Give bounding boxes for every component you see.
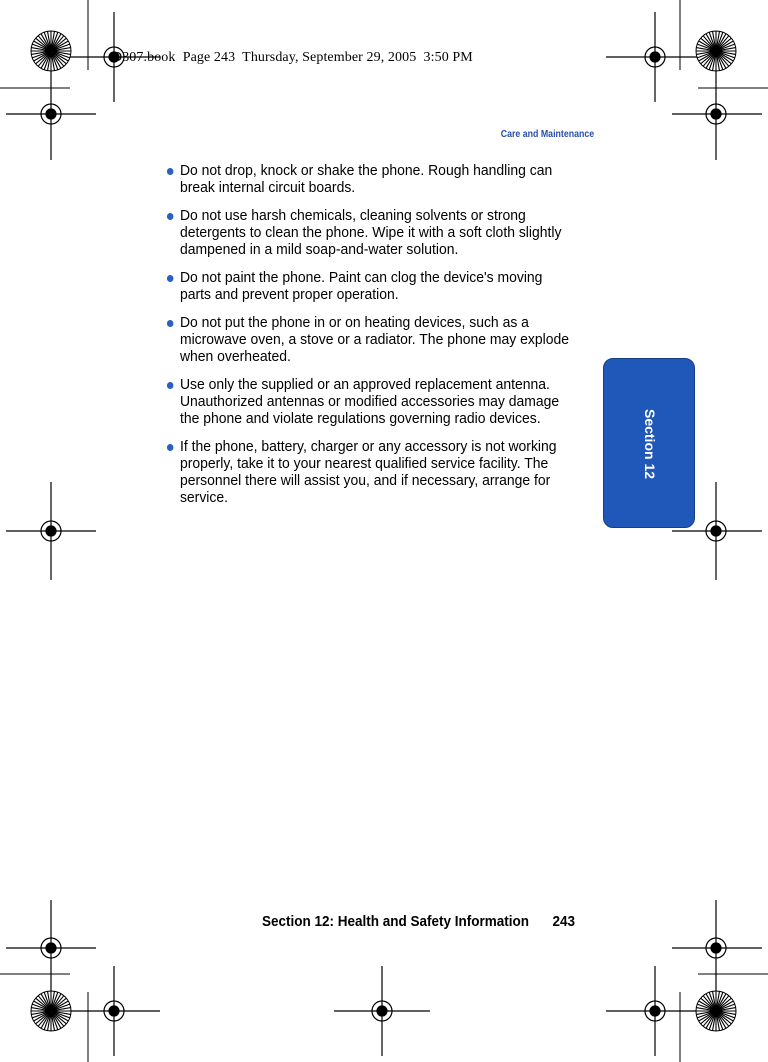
crosshair-target-icon <box>6 900 96 994</box>
bullet-dot-icon <box>167 320 174 327</box>
list-item <box>166 438 575 506</box>
crosshair-target-icon <box>606 966 700 1056</box>
page-number: 243 <box>552 913 575 930</box>
crosshair-target-icon <box>672 900 762 994</box>
bullet-dot-icon <box>167 168 174 175</box>
page-footer <box>262 913 575 930</box>
list-item <box>166 314 575 365</box>
list-item <box>166 269 575 303</box>
bullet-dot-icon <box>167 275 174 282</box>
crosshair-target-icon <box>334 966 430 1056</box>
footer-title: Section 12: Health and Safety Information <box>262 913 530 930</box>
crosshair-target-icon <box>6 482 96 580</box>
running-header: Care and Maintenance <box>500 129 594 140</box>
bullet-dot-icon <box>167 444 174 451</box>
bullet-text: Do not use harsh chemicals, cleaning solvents or strong detergents to clean the phone. Wipe it with a soft cloth slightly dampened in a mild soap-and-water solution. <box>179 207 562 258</box>
bullet-text: Do not drop, knock or shake the phone. Rough handling can break internal circuit boards. <box>179 162 553 196</box>
bullet-text: Do not paint the phone. Paint can clog the device's moving parts and prevent proper operation. <box>179 269 543 303</box>
crosshair-target-icon <box>70 966 160 1056</box>
section-tab-label: Section 12 <box>642 408 658 480</box>
print-job-info: D307.book Page 243 Thursday, September 29, 2005 3:50 PM <box>112 50 473 65</box>
crosshair-target-icon <box>606 12 700 102</box>
list-item <box>166 376 575 427</box>
bullet-text: Do not put the phone in or on heating devices, such as a microwave oven, a stove or a radiator. The phone may explode when overheated. <box>179 314 569 365</box>
bullet-text: If the phone, battery, charger or any accessory is not working properly, take it to your nearest qualified service facility. The personnel there will assist you, and if necessary, arrange for service. <box>179 438 557 506</box>
crosshair-target-icon <box>672 70 762 160</box>
care-bullet-list <box>166 162 606 517</box>
section-tab <box>603 358 695 528</box>
bullet-text: Use only the supplied or an approved replacement antenna. Unauthorized antennas or modified accessories may damage the phone and violate regulations governing radio devices. <box>179 376 560 427</box>
list-item <box>166 207 575 258</box>
bullet-dot-icon <box>167 382 174 389</box>
bullet-dot-icon <box>167 213 174 220</box>
list-item <box>166 162 575 196</box>
crosshair-target-icon <box>6 70 96 160</box>
